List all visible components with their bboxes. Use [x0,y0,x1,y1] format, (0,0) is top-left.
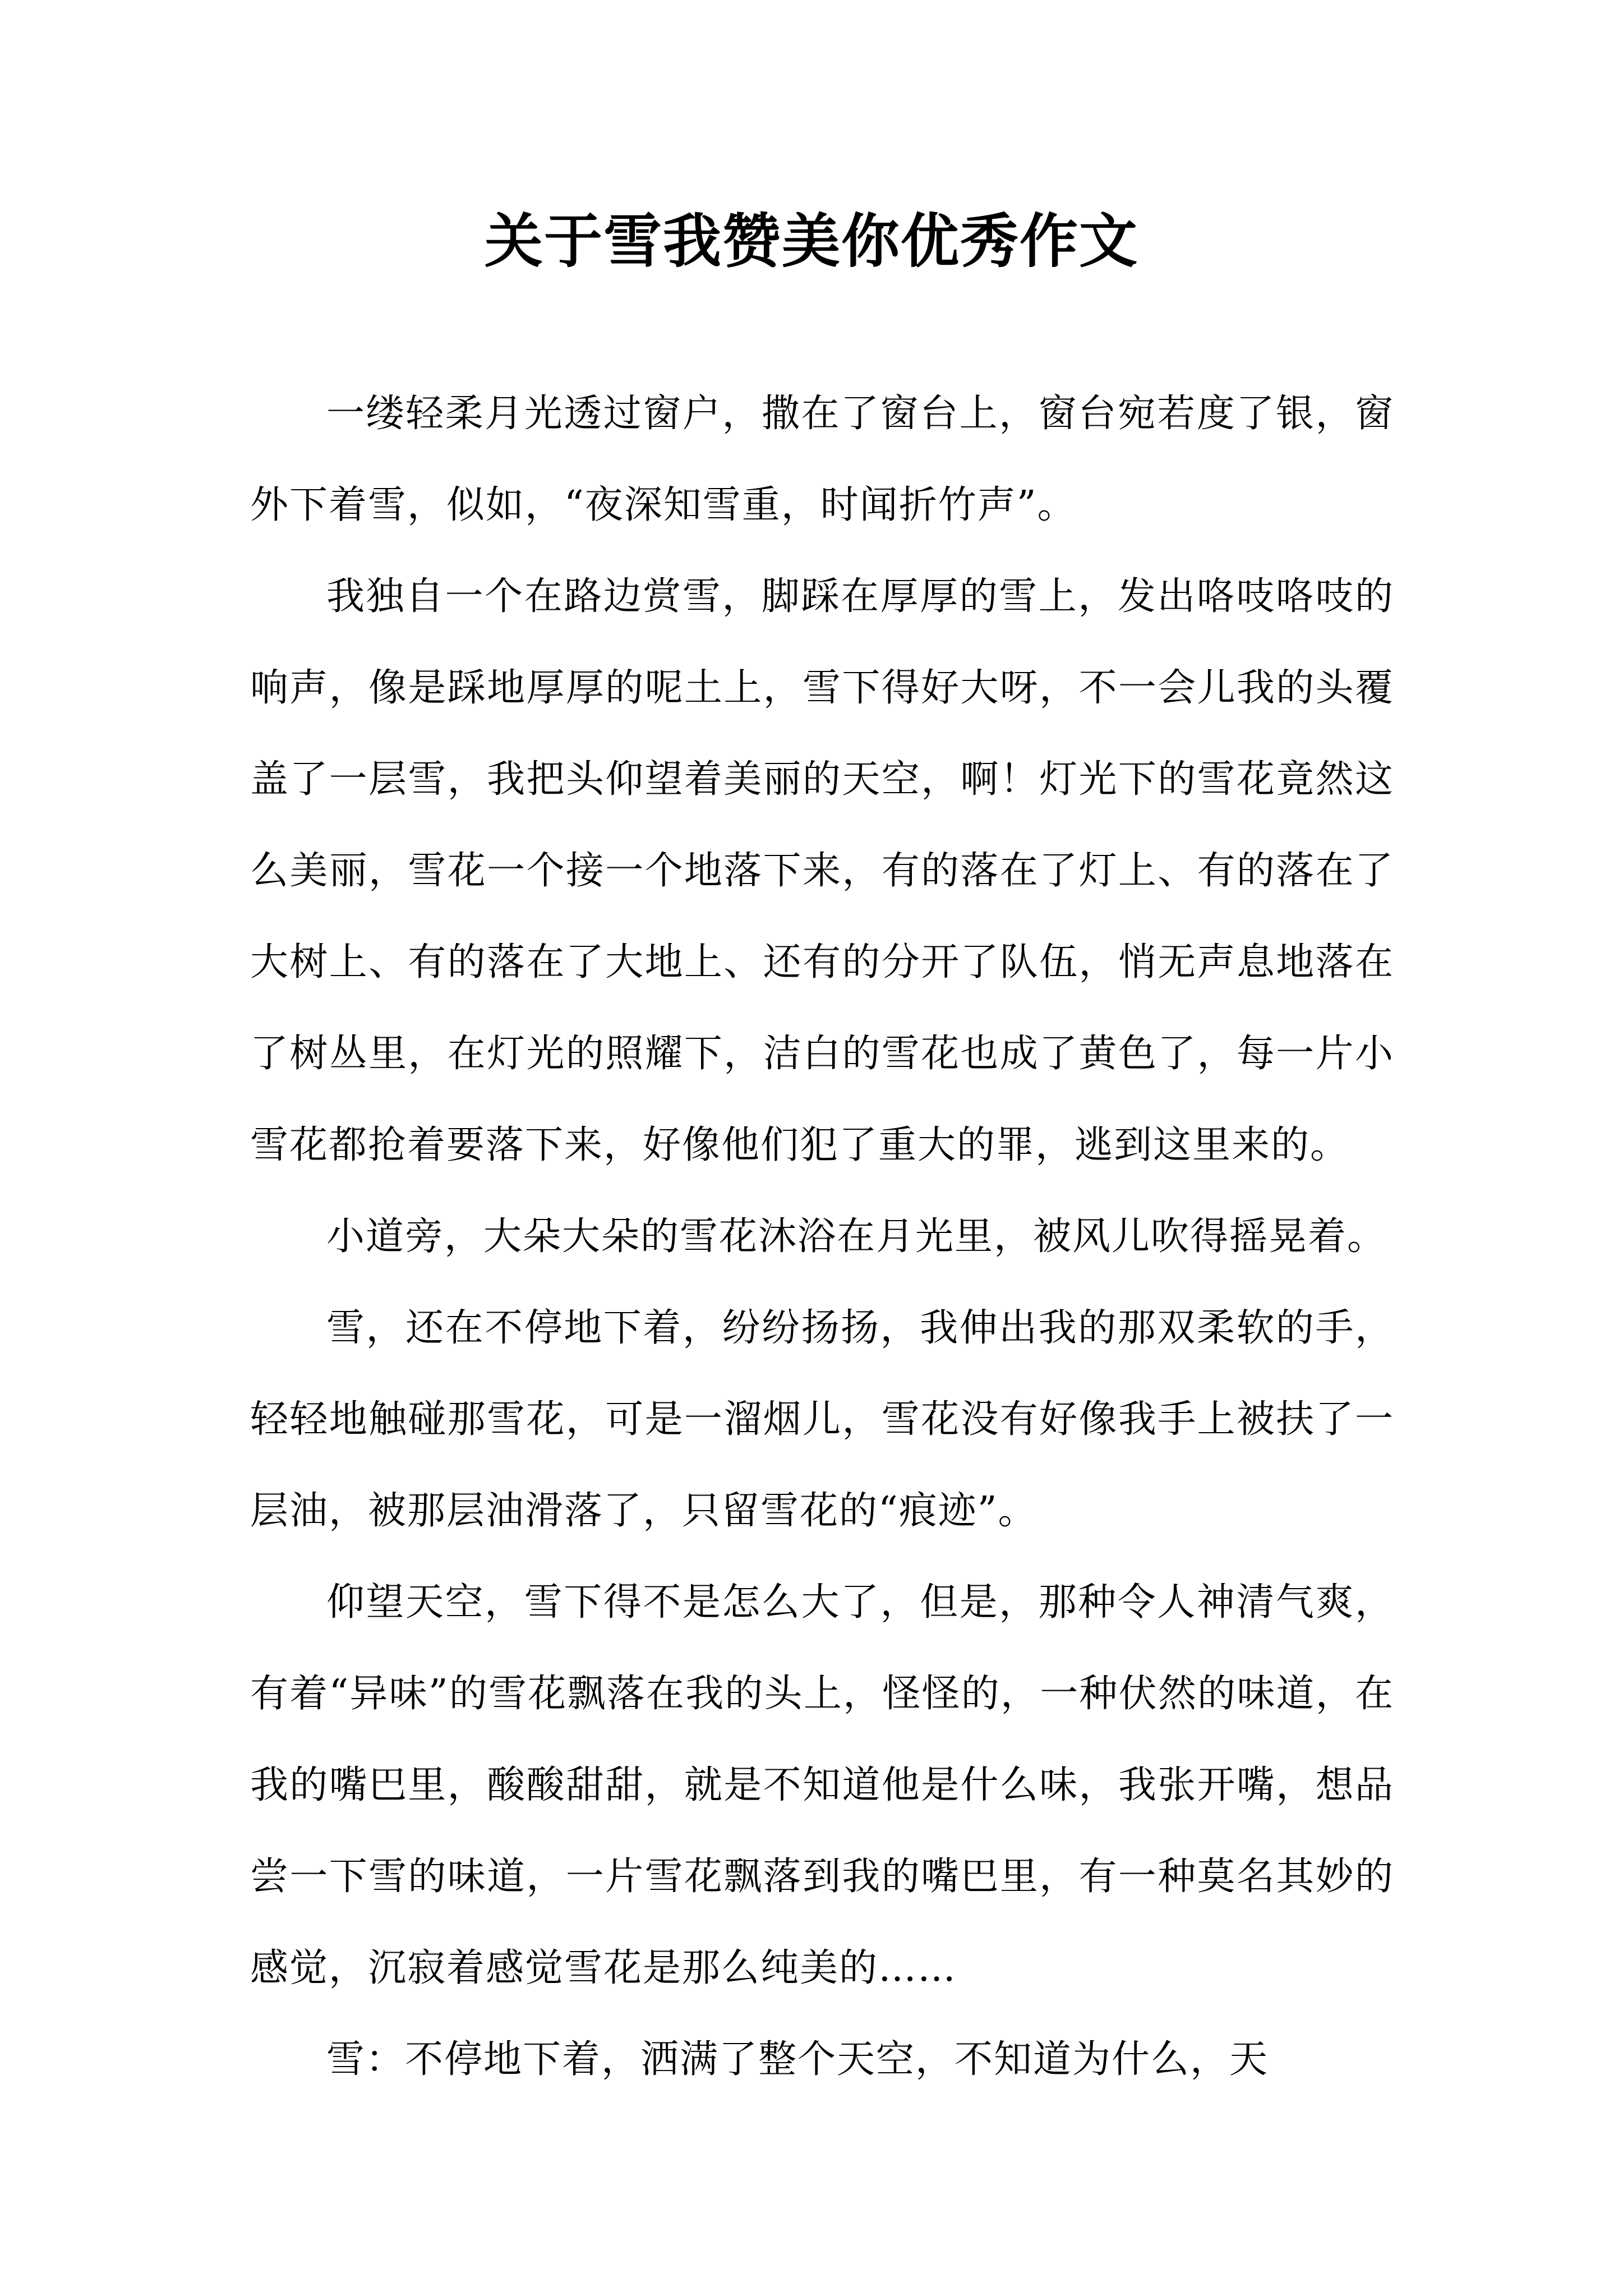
paragraph-4: 雪，还在不停地下着，纷纷扬扬，我伸出我的那双柔软的手，轻轻地触碰那雪花，可是一溜烟儿，雪花没有好像我手上被扶了一层油，被那层油滑落了，只留雪花的“痕迹”。 [250,1306,1394,1533]
paragraph-2: 我独自一个在路边赏雪，脚踩在厚厚的雪上，发出咯吱咯吱的响声，像是踩地厚厚的呢土上，雪下得好大呀，不一会儿我的头覆盖了一层雪，我把头仰望着美丽的天空，啊！灯光下的雪花竟然这么美丽，雪花一个接一个地落下来，有的落在了灯上、有的落在了大树上、有的落在了大地上、还有的分开了队伍，悄无声息地落在了树丛里，在灯光的照耀下，洁白的雪花也成了黄色了，每一片小雪花都抢着要落下来，好像他们犯了重大的罪，逃到这里来的。 [250,574,1394,1167]
paragraph-5: 仰望天空，雪下得不是怎么大了，但是，那种令人神清气爽，有着“异味”的雪花飘落在我的头上，怪怪的，一种伏然的味道，在我的嘴巴里，酸酸甜甜，就是不知道他是什么味，我张开嘴，想品尝一下雪的味道，一片雪花飘落到我的嘴巴里，有一种莫名其妙的感觉，沉寂着感觉雪花是那么纯美的…… [250,1580,1394,1990]
document-body [250,368,1394,2105]
paragraph-1: 一缕轻柔月光透过窗户，撒在了窗台上，窗台宛若度了银，窗外下着雪，似如，“夜深知雪重，时闻折竹声”。 [250,392,1394,527]
paragraph-3: 小道旁，大朵大朵的雪花沐浴在月光里，被风儿吹得摇晃着。 [326,1214,1387,1259]
document-title: 关于雪我赞美你优秀作文 [484,206,1138,275]
paragraph-6: 雪：不停地下着，洒满了整个天空，不知道为什么，天 [326,2037,1269,2082]
